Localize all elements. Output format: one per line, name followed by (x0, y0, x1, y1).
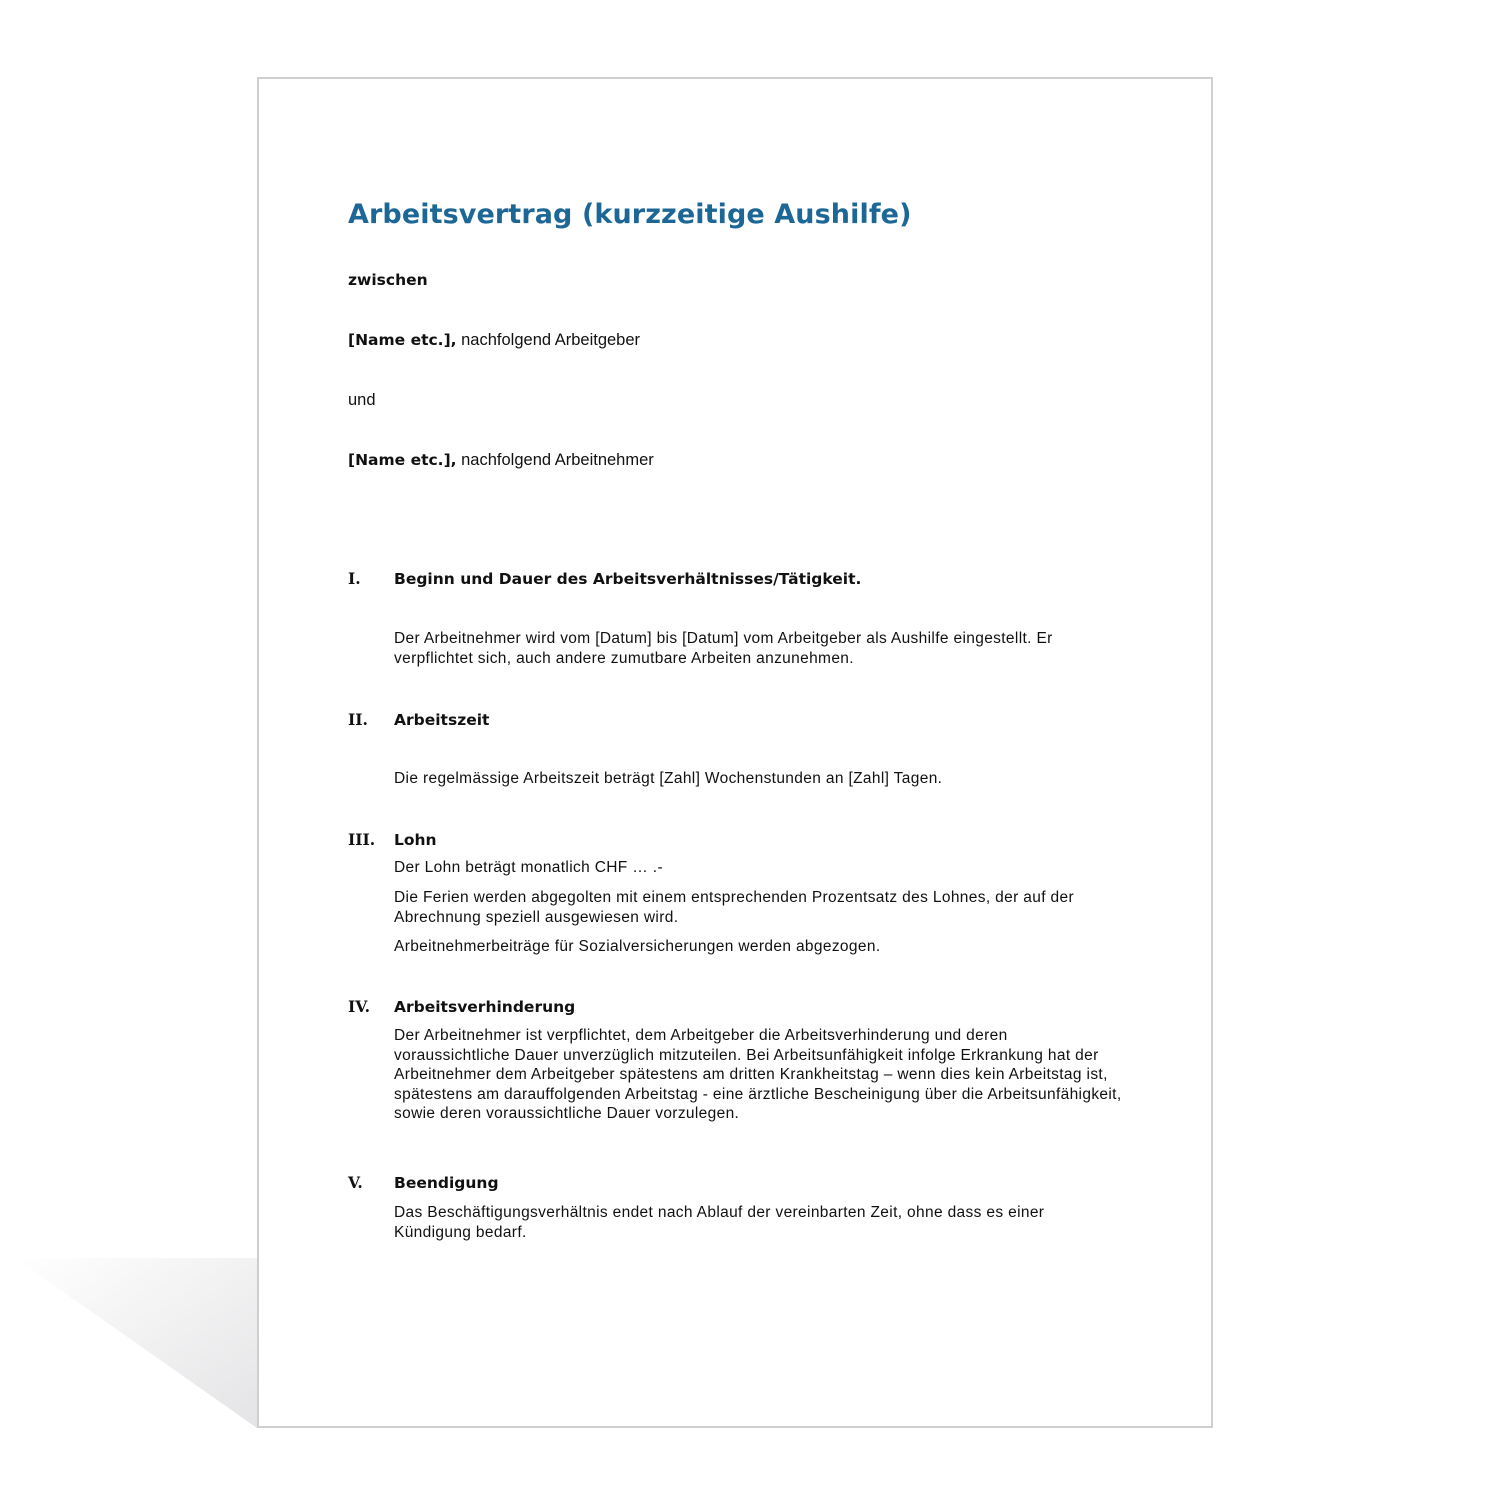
employer-name: [Name etc.], (348, 331, 457, 349)
section-heading-3 (348, 830, 437, 849)
section-number: II. (348, 710, 368, 729)
section-heading-5 (348, 1173, 499, 1192)
section-number: I. (348, 569, 361, 588)
party-employer (348, 331, 640, 350)
section-number: V. (348, 1173, 363, 1192)
section-3-paragraph-3: Arbeitnehmerbeiträge für Sozialversicherungen werden abgezogen. (394, 938, 881, 955)
between-label: zwischen (348, 271, 428, 289)
section-4-paragraph-1: Der Arbeitnehmer ist verpflichtet, dem Arbeitgeber die Arbeitsverhinderung und deren voraussichtliche Dauer unverzüglich mitzuteilen. Bei Arbeitsunfähigkeit infolge Erkrankung hat der Arbeitnehmer dem Arbeitgeber spätestens am dritten Krankheitstag – wenn dies kein Arbeitstag ist, spätestens am darauffolgenden Arbeitstag - eine ärztliche Bescheinigung über die Arbeitsunfähigkeit, sowie deren voraussichtliche Dauer vorzulegen. (394, 1027, 1122, 1123)
section-5-paragraph-1: Das Beschäftigungsverhältnis endet nach Ablauf der vereinbarten Zeit, ohne dass es einer Kündigung bedarf. (394, 1204, 1045, 1241)
and-label: und (348, 391, 376, 409)
section-3-paragraph-1: Der Lohn beträgt monatlich CHF … .- (394, 859, 663, 876)
section-heading-2 (348, 710, 489, 729)
section-number: III. (348, 830, 376, 849)
section-2-paragraph-1: Die regelmässige Arbeitszeit beträgt [Zahl] Wochenstunden an [Zahl] Tagen. (394, 770, 943, 787)
section-number: IV. (348, 997, 370, 1016)
section-title: Beginn und Dauer des Arbeitsverhältnisses/Tätigkeit. (394, 570, 862, 588)
employee-name: [Name etc.], (348, 451, 457, 469)
section-heading-1 (348, 569, 861, 588)
employee-role: nachfolgend Arbeitnehmer (456, 451, 654, 469)
section-title: Arbeitsverhinderung (394, 998, 576, 1016)
employer-role: nachfolgend Arbeitgeber (456, 331, 641, 349)
party-employee (348, 451, 654, 470)
section-heading-4 (348, 997, 575, 1016)
section-1-paragraph-1: Der Arbeitnehmer wird vom [Datum] bis [Datum] vom Arbeitgeber als Aushilfe eingestellt. Er verpflichtet sich, auch andere zumutbare Arbeiten anzunehmen. (394, 630, 1053, 667)
document-title: Arbeitsvertrag (kurzzeitige Aushilfe) (348, 199, 912, 230)
section-title: Arbeitszeit (394, 711, 490, 729)
section-title: Lohn (394, 831, 437, 849)
section-title: Beendigung (394, 1174, 499, 1192)
document-page (257, 77, 1213, 1428)
section-3-paragraph-2: Die Ferien werden abgegolten mit einem entsprechenden Prozentsatz des Lohnes, der auf der Abrechnung speziell ausgewiesen wird. (394, 889, 1074, 926)
